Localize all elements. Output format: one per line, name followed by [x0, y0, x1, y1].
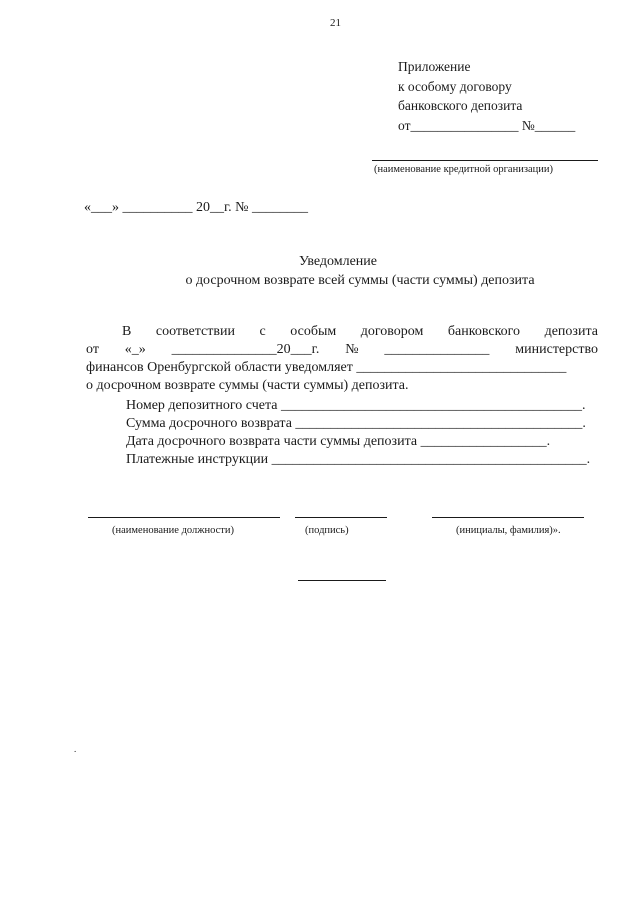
word: банковского: [447, 324, 521, 339]
word: от: [86, 342, 99, 357]
position-line: [88, 517, 280, 518]
word: В: [122, 324, 132, 339]
word: депозита: [544, 324, 598, 339]
stray-mark: .: [74, 744, 77, 754]
appendix-line-3: банковского депозита: [398, 98, 523, 113]
page-number: 21: [330, 17, 341, 29]
word: _______________: [384, 342, 490, 357]
date-number-line: «___» __________ 20__г. № ________: [84, 200, 309, 215]
body-row-2: [86, 342, 598, 358]
name-line: [432, 517, 584, 518]
name-caption: (инициалы, фамилия)».: [456, 525, 561, 536]
body-row-1: [122, 324, 598, 340]
word: министерство: [515, 342, 598, 357]
word: №: [345, 342, 359, 357]
word: _______________20___г.: [171, 342, 320, 357]
appendix-line-2: к особому договору: [398, 78, 512, 94]
early-return-amount-field: Сумма досрочного возврата _________________________________________.: [126, 416, 586, 431]
body-row-3: финансов Оренбургской области уведомляет ______________________________: [86, 360, 567, 375]
word: соответствии: [155, 324, 235, 339]
appendix-header: [398, 57, 575, 135]
signature-line: [295, 517, 387, 518]
word: с: [259, 324, 266, 339]
payment-instructions-field: Платежные инструкции _____________________________________________.: [126, 452, 591, 467]
body-row-4: о досрочном возврате суммы (части суммы) депозита.: [86, 378, 409, 393]
appendix-line-4: от________________ №______: [398, 117, 576, 133]
word: «_»: [124, 342, 146, 357]
word: особым: [290, 324, 337, 339]
document-subtitle: о досрочном возврате всей суммы (части суммы) депозита: [185, 273, 535, 288]
deposit-account-field: Номер депозитного счета ___________________________________________.: [126, 398, 586, 413]
closing-line: [298, 580, 386, 581]
position-caption: (наименование должности): [112, 525, 235, 536]
org-name-line: [372, 160, 598, 161]
word: договором: [360, 324, 424, 339]
appendix-line-1: Приложение: [398, 59, 471, 74]
org-name-caption: (наименование кредитной организации): [374, 164, 553, 175]
early-return-date-field: Дата досрочного возврата части суммы депозита __________________.: [126, 434, 551, 449]
document-title: Уведомление: [298, 254, 377, 269]
signature-caption: (подпись): [305, 525, 349, 536]
